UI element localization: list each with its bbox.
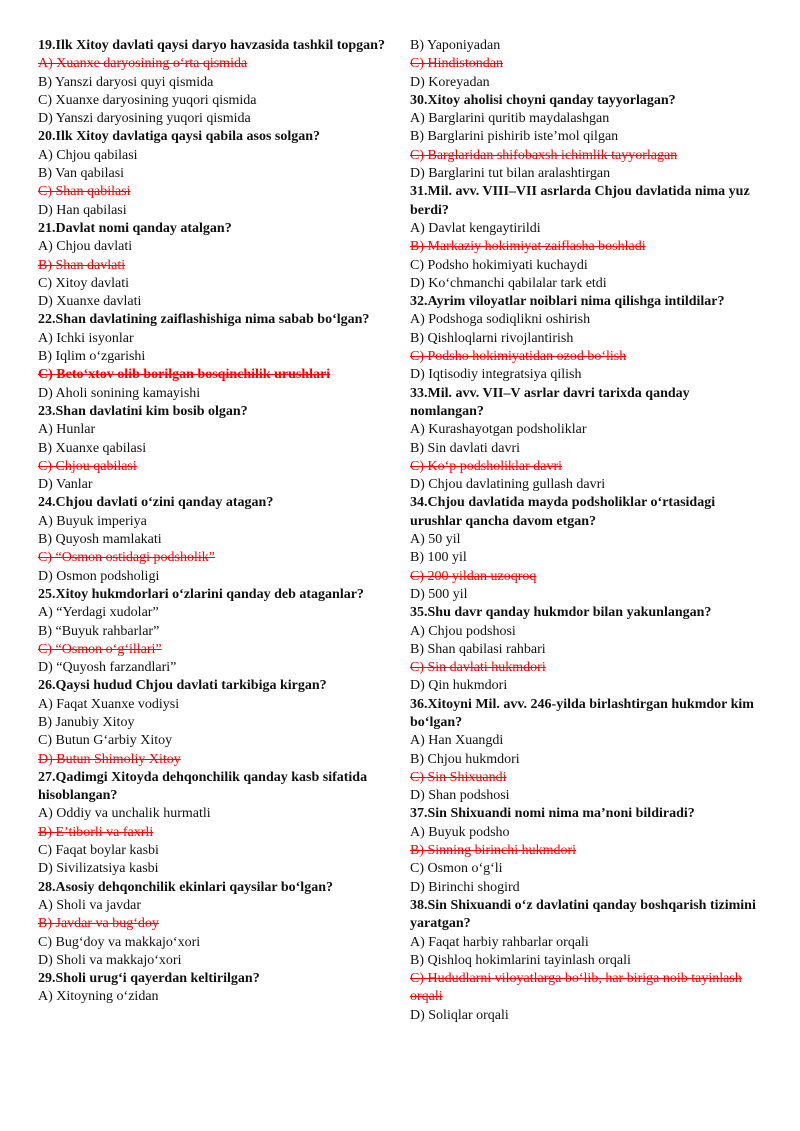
answer-option: A) Podshoga sodiqlikni oshirish [410,312,591,328]
question-text: 29.Sholi urug‘i qayerdan keltirilgan? [38,971,260,987]
answer-option: D) Osmon podsholigi [38,568,160,584]
left-column [38,37,394,1007]
answer-option: A) Kurashayotgan podsholiklar [410,422,587,438]
answer-option: D) Soliqlar orqali [410,1007,509,1023]
question-text: 22.Shan davlatining zaiflashishiga nima sabab bo‘lgan? [38,312,370,328]
question-text: 34.Chjou davlatida mayda podsholiklar o‘rtasidagi urushlar qancha davom etgan? [410,495,716,529]
answer-option: A) Sholi va javdar [38,897,142,913]
answer-option: A) Chjou davlati [38,239,133,255]
answer-option: A) Buyuk podsho [410,824,510,840]
question-text: 25.Xitoy hukmdorlari o‘zlarini qanday deb ataganlar? [38,586,364,602]
answer-option: A) Faqat Xuanxe vodiysi [38,696,180,712]
answer-option-correct: C) Podsho hokimiyatidan ozod bo‘lish [410,349,627,365]
answer-option: D) Birinchi shogird [410,879,520,895]
answer-option: C) Xitoy davlati [38,275,129,291]
answer-option: D) Koreyadan [410,74,490,90]
question-text: 37.Sin Shixuandi nomi nima ma’noni bildiradi? [410,806,695,822]
question-text: 35.Shu davr qanday hukmdor bilan yakunlangan? [410,605,712,621]
answer-option-correct: B) E’tiborli va faxrli [38,824,154,840]
question-text: 19.Ilk Xitoy davlati qaysi daryo havzasida tashkil topgan? [38,38,385,53]
answer-option-correct: B) Markaziy hokimiyat zaiflasha boshladi [410,239,646,255]
answer-option: D) Aholi sonining kamayishi [38,385,201,401]
answer-option-correct: C) 200 yildan uzoqroq [410,568,537,584]
answer-option-correct: A) Xuanxe daryosining o‘rta qismida [38,56,248,72]
answer-option: B) Barglarini pishirib iste’mol qilgan [410,129,619,145]
answer-option-correct: B) Javdar va bug‘doy [38,916,159,932]
answer-option: D) Xuanxe davlati [38,294,142,310]
answer-option: D) Ko‘chmanchi qabilalar tark etdi [410,275,607,291]
answer-option-correct: D) Butun Shimoliy Xitoy [38,751,181,767]
question-text: 30.Xitoy aholisi choyni qanday tayyorlagan? [410,92,676,108]
answer-option: D) Shan podshosi [410,788,510,804]
question-text: 24.Chjou davlati o‘zini qanday atagan? [38,495,274,511]
question-text: 23.Shan davlatini kim bosib olgan? [38,403,248,419]
question-text: 31.Mil. avv. VIII–VII asrlarda Chjou davlatida nima yuz berdi? [410,184,750,218]
answer-option: B) 100 yil [410,550,467,566]
answer-option: B) Qishloq hokimlarini tayinlash orqali [410,952,631,968]
answer-option: D) Han qabilasi [38,202,127,218]
question-text: 21.Davlat nomi qanday atalgan? [38,220,232,236]
answer-option: A) Barglarini quritib maydalashgan [410,111,610,127]
question-text: 36.Xitoyni Mil. avv. 246-yilda birlashtirgan hukmdor kim bo‘lgan? [410,696,754,730]
answer-option: D) Iqtisodiy integratsiya qilish [410,367,582,383]
answer-option: C) Xuanxe daryosining yuqori qismida [38,92,257,108]
answer-option-correct: C) “Osmon o‘g‘illari” [38,641,162,657]
answer-option: D) Yanszi daryosining yuqori qismida [38,111,251,127]
answer-option: C) Bug‘doy va makkajo‘xori [38,934,201,950]
answer-option: C) Faqat boylar kasbi [38,843,159,859]
answer-option: A) Davlat kengaytirildi [410,220,541,236]
answer-option: D) 500 yil [410,586,468,602]
answer-option-correct: C) Beto‘xtov olib borilgan bosqinchilik urushlari [38,367,331,383]
answer-option: A) Xitoyning o‘zidan [38,989,159,1005]
answer-option: C) Osmon o‘g‘li [410,861,503,877]
right-column [410,37,766,1025]
answer-option: B) Quyosh mamlakati [38,532,162,548]
answer-option-correct: C) Shan qabilasi [38,184,131,200]
answer-option: C) Butun G‘arbiy Xitoy [38,733,173,749]
answer-option: B) Yaponiyadan [410,38,501,53]
question-text: 26.Qaysi hudud Chjou davlati tarkibiga kirgan? [38,678,327,694]
answer-option: B) “Buyuk rahbarlar” [38,623,160,639]
answer-option: A) Buyuk imperiya [38,513,147,529]
answer-option: B) Janubiy Xitoy [38,714,135,730]
answer-option-correct: C) Sin Shixuandi [410,769,507,785]
answer-option: B) Xuanxe qabilasi [38,440,147,456]
answer-option: A) Chjou podshosi [410,623,516,639]
answer-option: A) Ichki isyonlar [38,330,134,346]
answer-option: D) “Quyosh farzandlari” [38,660,177,676]
question-text: 20.Ilk Xitoy davlatiga qaysi qabila asos solgan? [38,129,321,145]
answer-option-correct: C) Chjou qabilasi [38,458,137,474]
answer-option: D) Chjou davlatining gullash davri [410,477,606,493]
answer-option: A) Hunlar [38,422,96,438]
answer-option: D) Vanlar [38,477,93,493]
answer-option: A) Chjou qabilasi [38,147,138,163]
answer-option-correct: C) Barglaridan shifobaxsh ichimlik tayyorlagan [410,147,678,163]
answer-option: B) Iqlim o‘zgarishi [38,349,146,365]
answer-option-correct: C) “Osmon ostidagi podsholik” [38,550,215,566]
answer-option: A) Han Xuangdi [410,733,504,749]
answer-option-correct: C) Sin davlati hukmdori [410,660,546,676]
question-text: 38.Sin Shixuandi o‘z davlatini qanday boshqarish tizimini yaratgan? [410,897,756,932]
answer-option: A) 50 yil [410,532,461,548]
answer-option: B) Chjou hukmdori [410,751,520,767]
answer-option-correct: B) Sinning birinchi hukmdori [410,843,577,859]
answer-option: B) Qishloqlarni rivojlantirish [410,330,574,346]
answer-option: D) Sivilizatsiya kasbi [38,861,159,877]
answer-option-correct: B) Shan davlati [38,257,126,273]
answer-option: B) Sin davlati davri [410,440,521,456]
answer-option-correct: C) Hududlarni viloyatlarga bo‘lib, har biriga noib tayinlash orqali [410,971,742,1005]
answer-option: A) Faqat harbiy rahbarlar orqali [410,934,589,950]
answer-option-correct: C) Ko‘p podsholiklar davri [410,458,563,474]
answer-option: B) Shan qabilasi rahbari [410,641,546,657]
question-text: 32.Ayrim viloyatlar noiblari nima qilishga intildilar? [410,294,725,310]
answer-option: A) Oddiy va unchalik hurmatli [38,806,211,822]
answer-option: D) Sholi va makkajo‘xori [38,952,182,968]
answer-option: D) Qin hukmdori [410,678,508,694]
question-text: 27.Qadimgi Xitoyda dehqonchilik qanday kasb sifatida hisoblangan? [38,769,368,804]
answer-option: C) Podsho hokimiyati kuchaydi [410,257,588,273]
answer-option-correct: C) Hindistondan [410,56,503,72]
answer-option: D) Barglarini tut bilan aralashtirgan [410,166,611,182]
answer-option: B) Yanszi daryosi quyi qismida [38,74,214,90]
answer-option: A) “Yerdagi xudolar” [38,605,159,621]
question-text: 33.Mil. avv. VII–V asrlar davri tarixda qanday nomlangan? [410,385,690,419]
answer-option: B) Van qabilasi [38,166,125,182]
question-text: 28.Asosiy dehqonchilik ekinlari qaysilar bo‘lgan? [38,879,333,895]
